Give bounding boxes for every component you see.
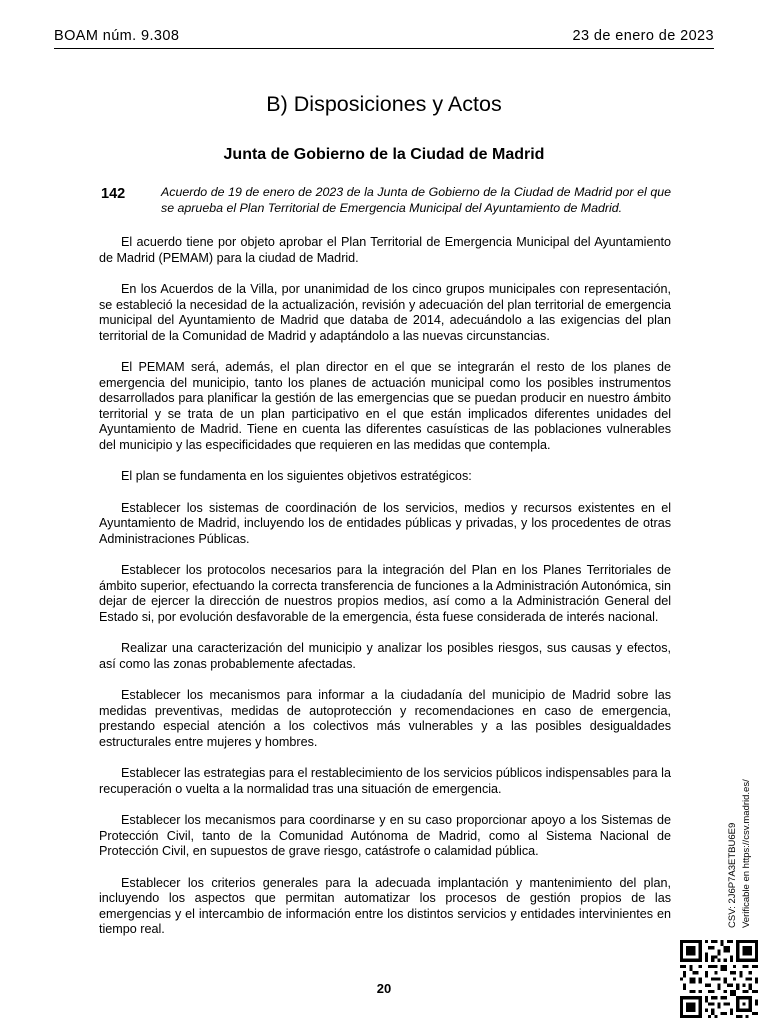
paragraph: Establecer los criterios generales para la adecuada implantación y mantenimiento del plan, incluyendo los aspectos que permitan automatizar los procesos de gestión propios de las emergencias y el intercambio de información entre los distintos servicios y entidades intervinientes en tiempo real. [99,875,671,936]
journal-issue: BOAM núm. 9.308 [54,28,180,44]
paragraph: Establecer los mecanismos para coordinarse y en su caso proporcionar apoyo a los Sistemas de Protección Civil, tanto de la Comunidad Autónoma de Madrid, como al Sistema Nacional de Protección Civil, en supuestos de grave riesgo, catástrofe o calamidad pública. [99,813,671,858]
paragraph: Realizar una caracterización del municipio y analizar los posibles riesgos, sus causas y efectos, así como las zonas probablemente afectadas. [99,641,671,671]
body-text [99,235,671,954]
item-summary: Acuerdo de 19 de enero de 2023 de la Junta de Gobierno de la Ciudad de Madrid por el que se aprueba el Plan Territorial de Emergencia Municipal del Ayuntamiento de Madrid. [161,185,671,215]
organ-title: Junta de Gobierno de la Ciudad de Madrid [223,146,545,163]
header-divider [54,48,714,49]
paragraph: Establecer los sistemas de coordinación de los servicios, medios y recursos existentes en el Ayuntamiento de Madrid, incluyendo los de entidades públicas y privadas, y los procedentes de otras Administraciones Públicas. [99,500,671,546]
paragraph: Establecer los protocolos necesarios para la integración del Plan en los Planes Territoriales de ámbito superior, efectuando la correcta transferencia de funciones a la Administración Autonómica, sin dejar de ejercer la dirección de nuestros propios medios, así como a la Administración General del Estado si, por evolución desfavorable de la emergencia, ésta fuese considerada de interés nacional. [99,563,671,624]
section-title: B) Disposiciones y Actos [266,92,502,116]
paragraph: El plan se fundamenta en los siguientes objetivos estratégicos: [121,469,472,483]
publication-date: 23 de enero de 2023 [572,28,714,44]
paragraph: El PEMAM será, además, el plan director en el que se integrarán el resto de los planes de emergencia del municipio, tanto los planes de actuación municipal como los posibles instrumentos desarrollados para planificar la gestión de las emergencias que se puedan producir en nuestro ámbito territorial y se trata de un plan participativo en el que están implicados diferentes unidades del Ayuntamiento de Madrid. Tiene en cuenta las diferentes casuísticas de las poblaciones vulnerables del municipio y las especificidades que requieren en las medidas que contempla. [99,360,671,452]
page-number: 20 [376,981,392,996]
item-number: 142 [101,186,126,202]
qr-code-icon [680,940,758,1018]
paragraph: Establecer las estrategias para el restablecimiento de los servicios públicos indispensables para la recuperación o vuelta a la normalidad tras una situación de emergencia. [99,766,671,796]
verification-link[interactable]: Verificable en https://csv.madrid.es/ [741,779,752,928]
paragraph: En los Acuerdos de la Villa, por unanimidad de los cinco grupos municipales con representación, se estableció la necesidad de la actualización, revisión y adecuación del plan territorial de emergencia municipal del Ayuntamiento de Madrid que databa de 2014, adecuándolo a las exigencias del plan territorial de la Comunidad de Madrid y adaptándolo a las nuevas circunstancias. [99,282,671,343]
csv-code: CSV: 2J6P7A3ETBU6E9 [727,822,738,928]
paragraph: El acuerdo tiene por objeto aprobar el Plan Territorial de Emergencia Municipal del Ayuntamiento de Madrid (PEMAM) para la ciudad de Madrid. [99,235,671,265]
paragraph: Establecer los mecanismos para informar a la ciudadanía del municipio de Madrid sobre las medidas preventivas, medidas de autoprotección y recomendaciones en caso de emergencia, prestando especial atención a los colectivos más vulnerables y a las posibles desigualdades estructurales entre mujeres y hombres. [99,688,671,749]
